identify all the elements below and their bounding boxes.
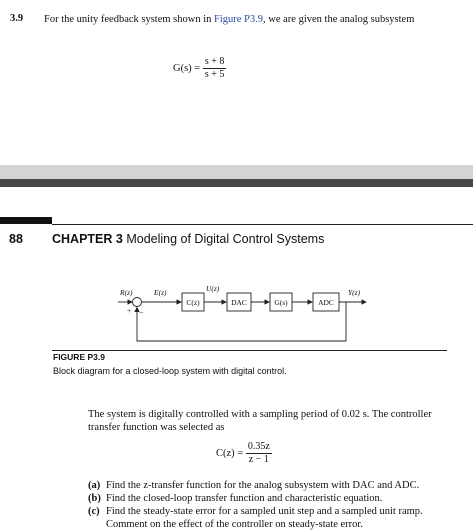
question-item xyxy=(88,492,458,505)
equation-c-numerator: 0.35z xyxy=(247,441,270,452)
block-g-label: G(s) xyxy=(274,298,288,307)
equation-c xyxy=(216,441,272,466)
header-rule xyxy=(52,224,473,225)
equation-c-denominator: z − 1 xyxy=(248,454,269,465)
block-adc-label: ADC xyxy=(318,298,334,307)
question-text: Find the z-transfer function for the analog subsystem with DAC and ADC. xyxy=(106,480,420,491)
chapter-label: CHAPTER 3 xyxy=(52,232,123,246)
problem-number: 3.9 xyxy=(10,13,24,24)
problem-text-after: , we are given the analog subsystem xyxy=(263,14,415,25)
question-label: (a) xyxy=(88,480,101,491)
figure-rule xyxy=(52,350,447,351)
label-e: E(z) xyxy=(154,288,167,297)
equation-g-fraction xyxy=(203,56,227,81)
block-diagram xyxy=(118,283,368,348)
question-label: (b) xyxy=(88,493,101,504)
question-text: Find the closed-loop transfer function and characteristic equation. xyxy=(106,493,383,504)
page-break-band xyxy=(0,165,473,179)
label-plus: + xyxy=(127,306,132,315)
figure-label: FIGURE P3.9 xyxy=(53,352,105,362)
equation-g-numerator: s + 8 xyxy=(204,56,225,67)
question-list xyxy=(88,479,458,531)
chapter-title: Modeling of Digital Control Systems xyxy=(126,232,325,246)
label-u: U(z) xyxy=(206,284,220,293)
equation-g-lhs: G(s) = xyxy=(173,62,201,74)
figure-link[interactable]: Figure P3.9 xyxy=(214,14,264,25)
label-minus: − xyxy=(139,308,144,317)
label-y: Y(z) xyxy=(348,288,361,297)
block-c-label: C(z) xyxy=(186,298,200,307)
running-header xyxy=(52,232,324,246)
equation-g-denominator: s + 5 xyxy=(204,69,225,80)
problem-text-before: For the unity feedback system shown in xyxy=(44,14,215,25)
equation-c-lhs: C(z) = xyxy=(216,447,244,459)
equation-g xyxy=(173,56,226,81)
question-item xyxy=(88,479,458,492)
question-text: Find the steady-state error for a sampled unit step and a sampled unit ramp. Comment on the effect of the controller on steady-state error. xyxy=(106,506,423,530)
label-r: R(z) xyxy=(120,288,133,297)
figure-caption: Block diagram for a closed-loop system with digital control. xyxy=(53,366,287,376)
page-break-shadow xyxy=(0,179,473,187)
problem-statement xyxy=(44,13,454,26)
equation-c-fraction xyxy=(246,441,272,466)
question-label: (c) xyxy=(88,506,100,517)
page-number: 88 xyxy=(9,232,23,246)
body-paragraph: The system is digitally controlled with a sampling period of 0.02 s. The controller transfer function was selected as xyxy=(88,409,432,433)
question-item xyxy=(88,505,458,531)
summing-junction xyxy=(133,298,142,307)
chapter-tab xyxy=(0,217,52,224)
block-dac-label: DAC xyxy=(231,298,247,307)
